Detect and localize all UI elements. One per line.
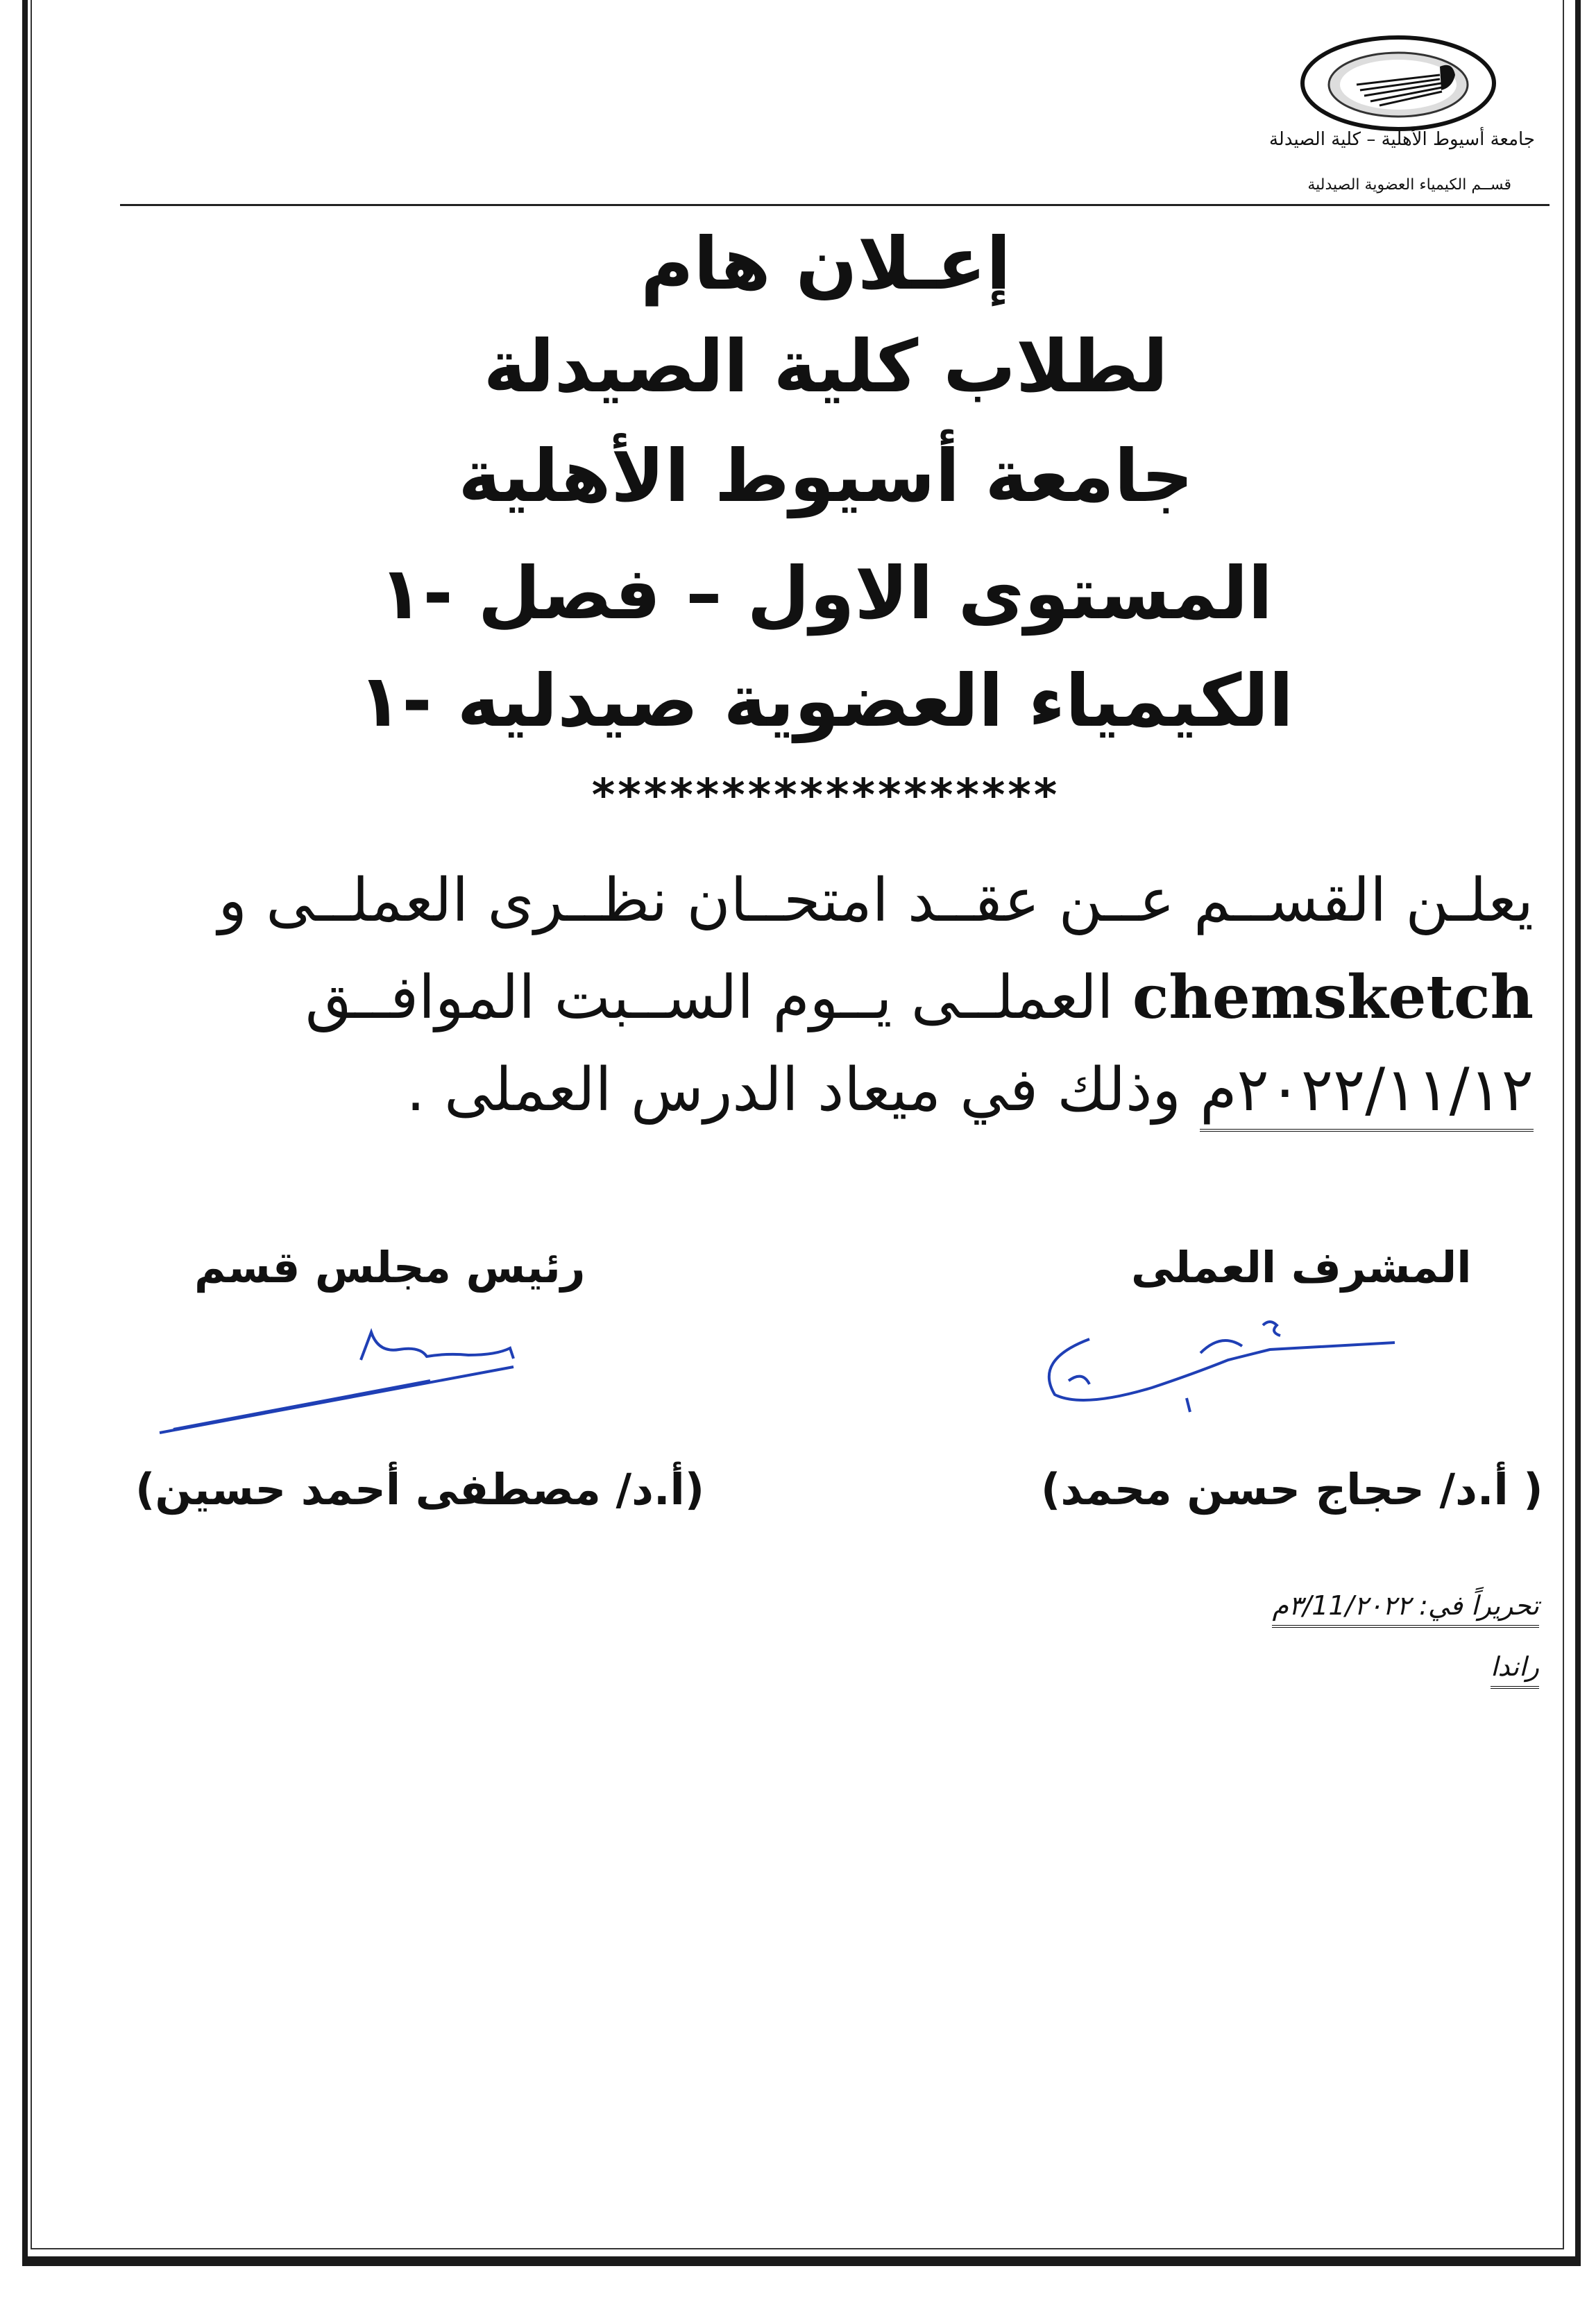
- title-line-level: المستوى الاول – فصل -١: [378, 551, 1273, 636]
- supervisor-title: المشرف العملى: [1131, 1242, 1472, 1293]
- header-divider: [120, 204, 1550, 206]
- institution-name: جامعة أسيوط الأهلية – كلية الصيدلة: [1268, 129, 1535, 150]
- supervisor-signature: [1027, 1311, 1416, 1436]
- body-line-3: [406, 1055, 1534, 1125]
- department-head-signature: [153, 1325, 541, 1443]
- body-line-2-text: العملــى يــوم الســبت الموافــق: [305, 963, 1114, 1032]
- supervisor-name: ( أ.د/ حجاج حسن محمد): [1041, 1464, 1543, 1515]
- body-line-2: [305, 962, 1534, 1032]
- department-name: قســم الكيمياء العضوية الصيدلية: [1307, 176, 1511, 194]
- typist-name: راندا: [1491, 1651, 1539, 1689]
- university-logo: [1298, 33, 1499, 137]
- department-head-title: رئيس مجلس قسم: [194, 1242, 586, 1293]
- title-line-university: جامعة أسيوط الأهلية: [458, 434, 1194, 518]
- title-line-students: لطلاب كلية الصيدلة: [483, 324, 1169, 409]
- software-name: chemsketch: [1132, 962, 1534, 1032]
- written-date: تحريراً في: ٣/11/٢٠٢٢م: [1272, 1590, 1539, 1628]
- exam-date: ٢٠٢٢/١١/١٢م: [1200, 1055, 1534, 1132]
- title-line-course: الكيمياء العضوية صيدليه -١: [357, 658, 1294, 743]
- body-line-1: يعلـن القســم عــن عقــد امتحــان نظــرى العملــى و: [218, 866, 1534, 935]
- announcement-title: إعـلان هام: [640, 221, 1011, 306]
- department-head-name: (أ.د/ مصطفى أحمد حسين): [135, 1464, 705, 1515]
- separator-stars: ******************: [591, 770, 1060, 822]
- body-line-3-text: وذلك في ميعاد الدرس العملى .: [406, 1055, 1181, 1125]
